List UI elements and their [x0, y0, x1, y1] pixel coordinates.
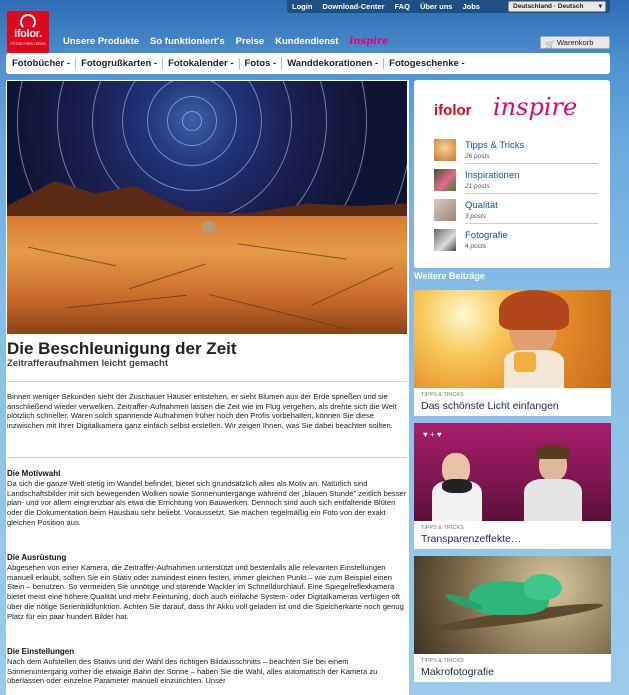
category-name[interactable]: Tipps & Tricks	[465, 140, 525, 151]
post-caption	[414, 521, 611, 549]
post-card[interactable]	[414, 290, 611, 416]
cart-button[interactable]	[540, 36, 610, 49]
utility-nav	[287, 0, 610, 13]
logo-tagline: FOTOS FÜRS LEBEN	[10, 42, 46, 46]
nav-preise[interactable]: Preise	[235, 36, 265, 47]
ifolor-brand: ifolor	[434, 102, 472, 119]
divider	[465, 193, 598, 194]
category-name[interactable]: Inspirationen	[465, 170, 520, 181]
section-text: Abgesehen von einer Kamera, die Zeitraffer-Aufnahmen unterstützt und bestenfalls alle relevanten Einstellungen manuell erlaubt, sollten Sie ein Stativ oder zumindest einen festen, immer gleichen Punkt – wie zum Beispiel einen Stein – benutzen. So vermeiden Sie unnötige und störende Wackler im Schnelldurchlauf. Eine Spiegelreflexkamera bietet meist eine höhere Qualität und mehr Feintuning, doch auch einfache System- oder Digitalkameras verfügen oft über die nötige Serienbildfunktion. Achten Sie darauf, dass Ihr Akku voll geladen ist und die Speicherkarte noch genug Platz für ein paar hundert Bilder hat.	[7, 563, 404, 621]
section-text: Da sich die ganze Welt stetig im Wandel befindet, bietet sich grundsätzlich alles als Motiv an. Natürlich sind Landschaftsbilder mit sich bewegenden Wolken sowie Sonnenuntergänge während der „blauen Stunde" zeitlich besser plan- und vor allem eingrenzbar als etwa die Errichtung von Bauwerken. Dennoch sind auch sich entfaltende Blüten oder die Dokumentation beim Hausbau sehr beliebt. Voraussetzt, Sie machen regelmäßig ein Foto von der exakt gleichen Position aus.	[7, 479, 407, 527]
section-text: Nach dem Aufstellen des Stativs und der Wahl des richtigen Bildausschnitts – beachten Sie bei einem Sonnenuntergang vorher die etwaige Bahn der Sonne – haben Sie die Wahl, alles automatisch der Kamera zu überlassen oder einzelne Parameter manuell einzurichten. Unser	[7, 657, 378, 686]
category-name[interactable]: Qualität	[465, 200, 498, 211]
post-image	[414, 556, 611, 654]
nav-kundendienst[interactable]: Kundendienst	[275, 36, 339, 47]
category-nav	[6, 53, 610, 74]
category-item[interactable]	[434, 229, 598, 255]
category-fotokalender[interactable]: Fotokalender -	[168, 58, 239, 69]
faq-link[interactable]: FAQ	[394, 2, 410, 11]
post-title[interactable]: Makrofotografie	[421, 666, 494, 678]
category-thumbnail	[434, 139, 456, 161]
cart-label: Warenkorb	[557, 38, 594, 47]
hero-image	[7, 81, 407, 334]
divider	[465, 163, 598, 164]
download-center-link[interactable]: Download-Center	[322, 2, 385, 11]
jobs-link[interactable]: Jobs	[462, 2, 480, 11]
post-tag: TIPPS & TRICKS	[421, 658, 464, 664]
post-caption	[414, 388, 611, 416]
section-heading: Die Motivwahl	[7, 469, 61, 478]
desert-ground	[7, 216, 407, 334]
article-intro: Binnen weniger Sekunden sieht der Zuschauer Häuser entstehen, er sieht Blumen aus der Erde sprießen und sie anschließend wieder verwelken. Zeitraffer-Aufnahmen lassen die Zeit wie im Flug vergehen, als drehte sich die Welt plötzlich schneller. Waren solch spannende Aufnahmen früher noch den Profis vorbehalten, können Sie diese inzwischen mit Ihrer Digitalkamera ganz einfach selbst erstellen. Wir zeigen Ihnen, was Sie dabei beachten sollten.	[7, 392, 397, 431]
ifolor-logo[interactable]	[7, 11, 49, 53]
post-caption	[414, 654, 611, 682]
category-count: 26 posts	[465, 153, 490, 160]
article-subtitle: Zeitrafferaufnahmen leicht gemacht	[7, 358, 169, 369]
article-title: Die Beschleunigung der Zeit	[7, 339, 237, 358]
chevron-down-icon: ▾	[598, 3, 602, 10]
inspire-box	[414, 80, 610, 268]
country-select-value: Deutschland · Deutsch	[513, 3, 584, 10]
section-heading: Die Ausrüstung	[7, 553, 67, 562]
post-tag: TIPPS & TRICKS	[421, 392, 464, 398]
category-fotogrusskarten[interactable]: Fotogrußkarten -	[81, 58, 163, 69]
about-link[interactable]: Über uns	[419, 2, 453, 11]
divider	[7, 457, 407, 458]
category-thumbnail	[434, 229, 456, 251]
category-item[interactable]	[434, 199, 598, 225]
category-fotos[interactable]: Fotos -	[245, 58, 283, 69]
main-nav	[63, 36, 400, 47]
more-posts-title: Weitere Beiträge	[414, 271, 485, 281]
category-thumbnail	[434, 199, 456, 221]
category-item[interactable]	[434, 169, 598, 195]
nav-inspire[interactable]: inspire	[349, 36, 389, 47]
section-heading: Die Einstellungen	[7, 647, 75, 656]
article-panel	[6, 80, 409, 695]
nav-so-funktionierts[interactable]: So funktioniert's	[150, 36, 225, 47]
category-count: 3 posts	[465, 213, 486, 220]
post-card[interactable]	[414, 423, 611, 549]
camera-ring-icon	[20, 14, 36, 30]
nav-unsere-produkte[interactable]: Unsere Produkte	[63, 36, 140, 47]
category-fotobuecher[interactable]: Fotobücher -	[12, 58, 76, 69]
category-item[interactable]	[434, 139, 598, 165]
category-fotogeschenke[interactable]: Fotogeschenke -	[389, 58, 465, 69]
country-select[interactable]	[508, 1, 606, 12]
post-image	[414, 290, 611, 388]
category-count: 4 posts	[465, 243, 486, 250]
category-wanddekorationen[interactable]: Wanddekorationen -	[287, 58, 384, 69]
inspire-brand: inspire	[493, 93, 578, 121]
logo-name: ifolor.	[14, 28, 42, 40]
category-name[interactable]: Fotografie	[465, 230, 508, 241]
post-card[interactable]	[414, 556, 611, 682]
login-link[interactable]: Login	[292, 2, 313, 11]
cart-icon: 🛒	[545, 40, 555, 49]
post-title[interactable]: Das schönste Licht einfangen	[421, 400, 559, 412]
category-thumbnail	[434, 169, 456, 191]
post-tag: TIPPS & TRICKS	[421, 525, 464, 531]
divider	[465, 223, 598, 224]
post-image	[414, 423, 611, 521]
post-title[interactable]: Transparenzeffekte…	[421, 533, 522, 545]
heart-icon: ♥ + ♥	[423, 430, 442, 439]
divider	[7, 381, 407, 382]
category-count: 21 posts	[465, 183, 490, 190]
sailing-stone	[202, 221, 216, 233]
